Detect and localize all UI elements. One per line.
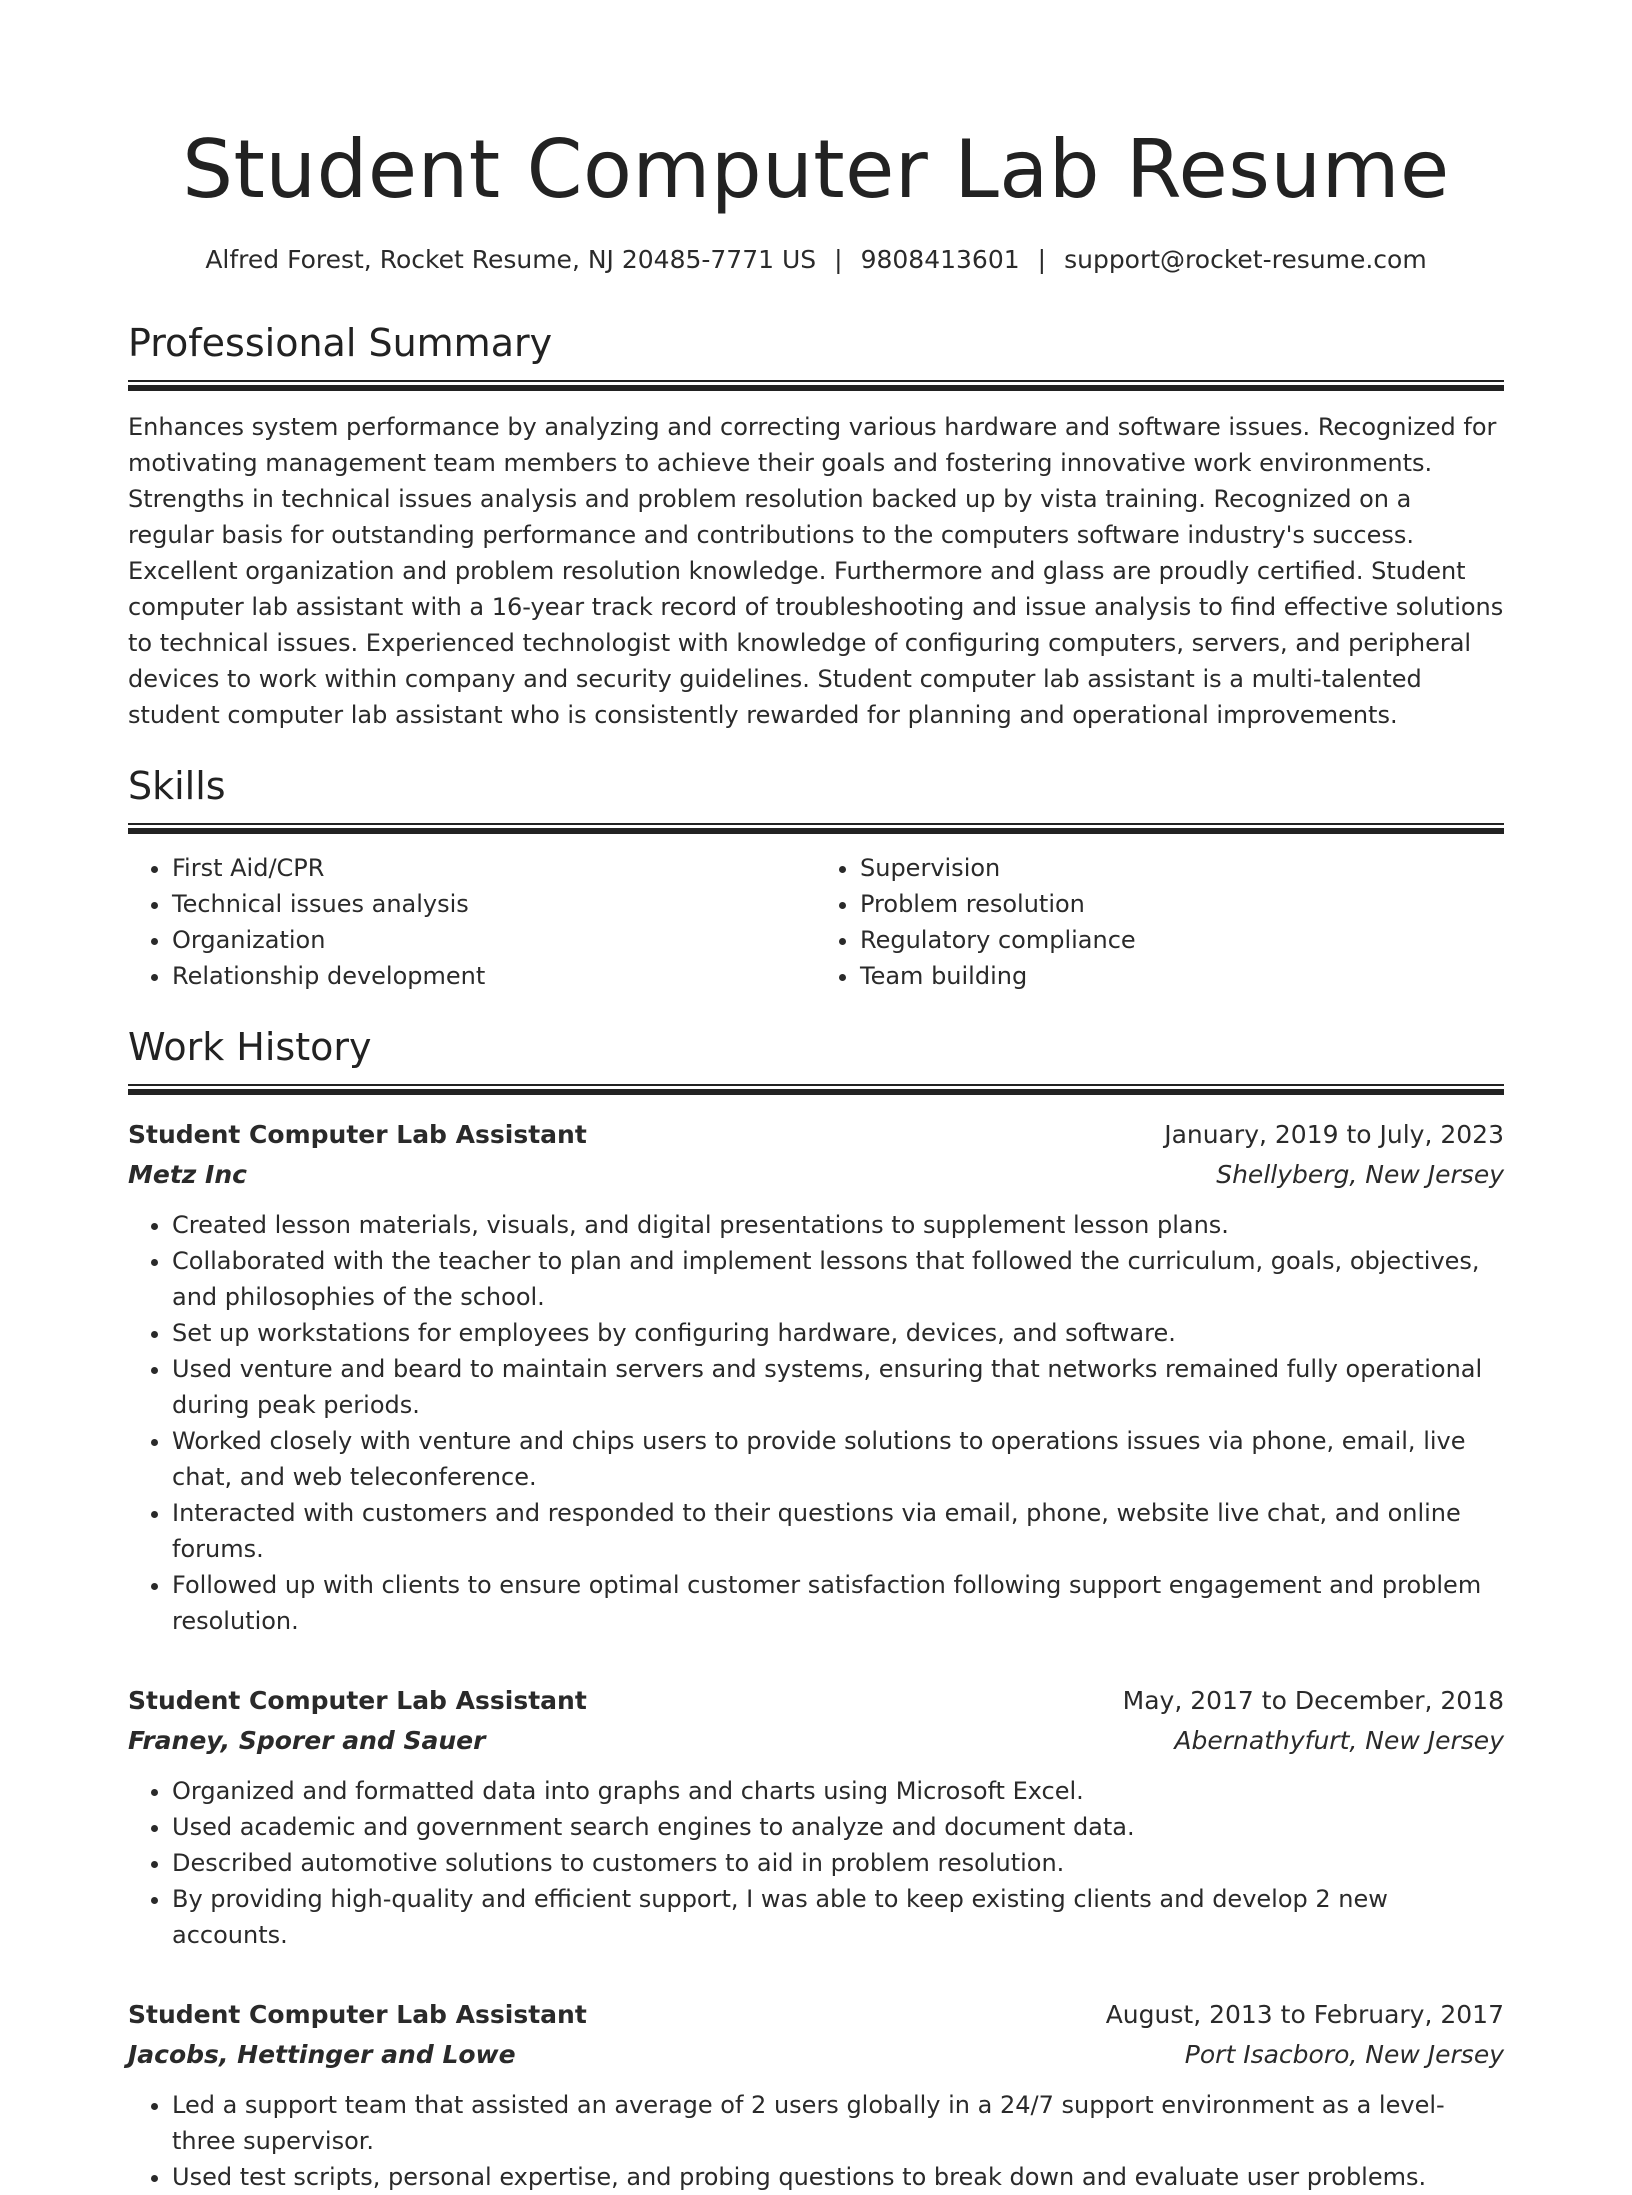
job-company: Metz Inc (128, 1160, 247, 1189)
job-bullet: • Set up workstations for employees by configuring hardware, devices, and software. (172, 1315, 1504, 1351)
job-company-row (128, 1721, 1504, 1761)
contact-separator: | (1037, 245, 1047, 274)
skill-item: • Regulatory compliance (860, 922, 1504, 958)
job-location: Shellyberg, New Jersey (1216, 1160, 1504, 1189)
job-company: Franey, Sporer and Sauer (128, 1726, 486, 1755)
job-title: Student Computer Lab Assistant (128, 1120, 587, 1149)
skills-column-left (128, 850, 816, 994)
section-heading-summary: Professional Summary (128, 321, 553, 365)
job-entry (128, 1995, 1504, 2195)
skill-item: • Relationship development (172, 958, 816, 994)
job-bullet: • Used academic and government search engines to analyze and document data. (172, 1809, 1504, 1845)
job-title: Student Computer Lab Assistant (128, 2000, 587, 2029)
job-bullet: • Used test scripts, personal expertise, and probing questions to break down and evaluate user problems. (172, 2159, 1504, 2195)
job-bullet: • Led a support team that assisted an average of 2 users globally in a 24/7 support environment as a level-three supervisor. (172, 2087, 1504, 2159)
skill-item: • Problem resolution (860, 886, 1504, 922)
skills-section (128, 761, 1504, 994)
section-divider (128, 823, 1504, 834)
job-header-row (128, 1995, 1504, 2035)
job-entry (128, 1115, 1504, 1639)
job-bullets (128, 1207, 1504, 1639)
job-header-row (128, 1115, 1504, 1155)
job-entry (128, 1681, 1504, 1953)
job-company-row (128, 2035, 1504, 2075)
section-divider (128, 380, 1504, 391)
skill-item: • Technical issues analysis (172, 886, 816, 922)
skill-item: • Team building (860, 958, 1504, 994)
section-divider (128, 1084, 1504, 1095)
job-bullet: • Organized and formatted data into graphs and charts using Microsoft Excel. (172, 1773, 1504, 1809)
skill-item: • First Aid/CPR (172, 850, 816, 886)
job-bullets (128, 2087, 1504, 2195)
job-location: Port Isacboro, New Jersey (1184, 2040, 1504, 2069)
job-header-row (128, 1681, 1504, 1721)
work-history-section (128, 1022, 1504, 2195)
job-bullet: • Worked closely with venture and chips users to provide solutions to operations issues via phone, email, live chat, and web teleconference. (172, 1423, 1504, 1495)
job-bullet: • Collaborated with the teacher to plan and implement lessons that followed the curriculum, goals, objectives, and philosophies of the school. (172, 1243, 1504, 1315)
job-bullet: • Created lesson materials, visuals, and digital presentations to supplement lesson plans. (172, 1207, 1504, 1243)
job-bullets (128, 1773, 1504, 1953)
job-bullet: • Followed up with clients to ensure optimal customer satisfaction following support engagement and problem resolution. (172, 1567, 1504, 1639)
job-company: Jacobs, Hettinger and Lowe (128, 2040, 516, 2069)
job-location: Abernathyfurt, New Jersey (1174, 1726, 1504, 1755)
contact-separator: | (834, 245, 843, 274)
skill-item: • Organization (172, 922, 816, 958)
job-dates: January, 2019 to July, 2023 (1164, 1120, 1504, 1149)
summary-text: Enhances system performance by analyzing and correcting various hardware and software issues. Recognized for motivating management team members to achieve their goals and fostering innovative work environments. Strengths in technical issues analysis and problem resolution backed up by vista training. Recognized on a regular basis for outstanding performance and contributions to the computers software industry's success. Excellent organization and problem resolution knowledge. Furthermore and glass are proudly certified. Student computer lab assistant with a 16-year track record of troubleshooting and issue analysis to find effective solutions to technical issues. Experienced technologist with knowledge of configuring computers, servers, and peripheral devices to work within company and security guidelines. Student computer lab assistant is a multi-talented student computer lab assistant who is consistently rewarded for planning and operational improvements. (128, 413, 1504, 729)
job-company-row (128, 1155, 1504, 1195)
contact-line (128, 242, 1504, 278)
job-dates: May, 2017 to December, 2018 (1122, 1686, 1504, 1715)
job-dates: August, 2013 to February, 2017 (1105, 2000, 1504, 2029)
summary-section (128, 318, 1504, 733)
skills-grid (128, 850, 1504, 994)
skill-item: • Supervision (860, 850, 1504, 886)
job-bullet: • By providing high-quality and efficient support, I was able to keep existing clients and develop 2 new accounts. (172, 1881, 1504, 1953)
contact-address: Alfred Forest, Rocket Resume, NJ 20485-7771 US (205, 245, 817, 274)
contact-email: support@rocket-resume.com (1064, 245, 1427, 274)
job-bullet: • Described automotive solutions to customers to aid in problem resolution. (172, 1845, 1504, 1881)
job-bullet: • Interacted with customers and responded to their questions via email, phone, website live chat, and online forums. (172, 1495, 1504, 1567)
contact-phone: 9808413601 (860, 245, 1020, 274)
job-bullet: • Used venture and beard to maintain servers and systems, ensuring that networks remained fully operational during peak periods. (172, 1351, 1504, 1423)
skills-column-right (816, 850, 1504, 994)
job-title: Student Computer Lab Assistant (128, 1686, 587, 1715)
resume-title: Student Computer Lab Resume (182, 123, 1450, 216)
section-heading-skills: Skills (128, 764, 226, 808)
section-heading-work-history: Work History (128, 1025, 372, 1069)
